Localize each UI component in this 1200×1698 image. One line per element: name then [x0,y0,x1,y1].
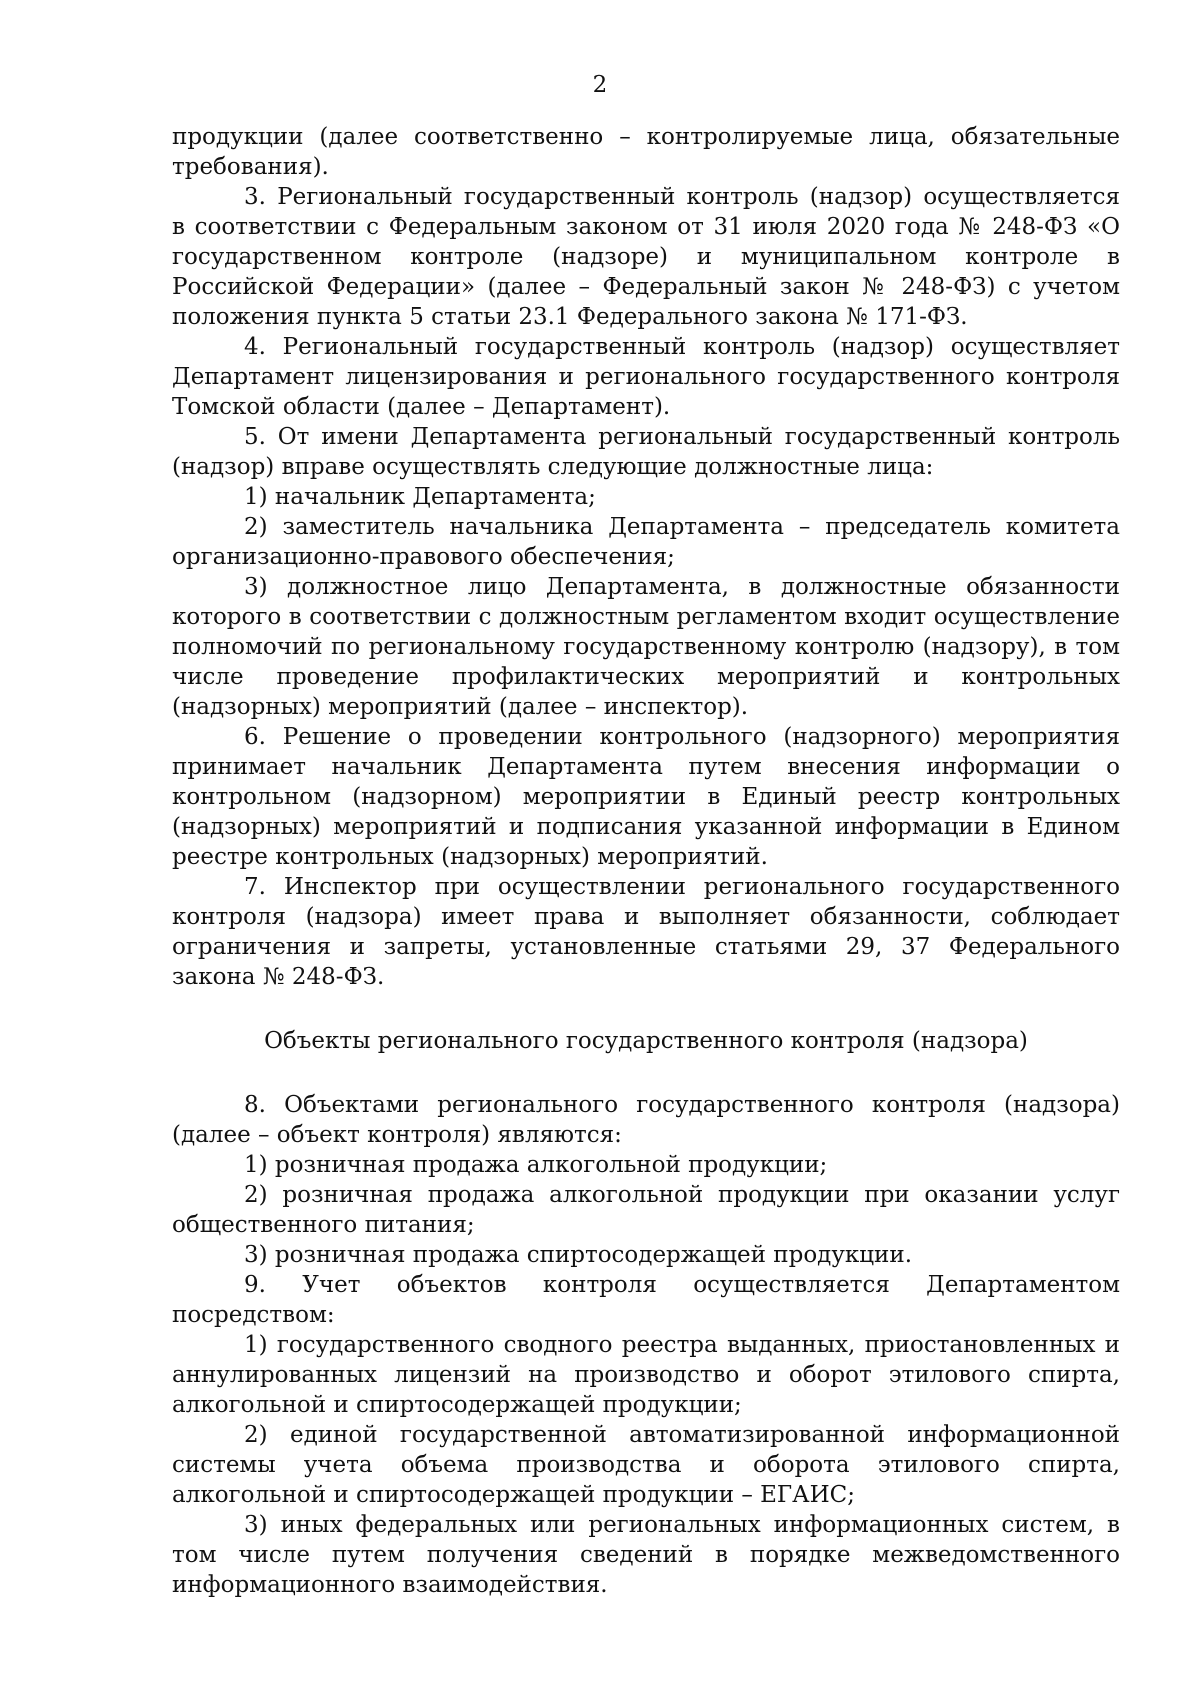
subitem-5-3: 3) должностное лицо Департамента, в должностные обязанности которого в соответствии с должностным регламентом входит осуществление полномочий по региональному государственному контролю (надзору), в том числе проведение профилактических мероприятий и контрольных (надзорных) мероприятий (далее – инспектор). [172,574,1120,720]
paragraph-item-3: 3. Региональный государственный контроль (надзор) осуществляется в соответствии с Федеральным законом от 31 июля 2020 года № 248-ФЗ «О государственном контроле (надзоре) и муниципальном контроле в Российской Федерации» (далее – Федеральный закон № 248-ФЗ) с учетом положения пункта 5 статьи 23.1 Федерального закона № 171-ФЗ. [172,184,1120,330]
paragraph-item-8: 8. Объектами регионального государственного контроля (надзора) (далее – объект контроля) являются: [172,1092,1120,1148]
subitem-8-2: 2) розничная продажа алкогольной продукции при оказании услуг общественного питания; [172,1182,1120,1238]
paragraph-item-4: 4. Региональный государственный контроль (надзор) осуществляет Департамент лицензирования и регионального государственного контроля Томской области (далее – Департамент). [172,334,1120,420]
subitem-9-1: 1) государственного сводного реестра выданных, приостановленных и аннулированных лицензий на производство и оборот этилового спирта, алкогольной и спиртосодержащей продукции; [172,1332,1120,1418]
section-heading: Объекты регионального государственного контроля (надзора) [264,1028,1028,1054]
subitem-8-3: 3) розничная продажа спиртосодержащей продукции. [244,1242,913,1268]
paragraph-item-7: 7. Инспектор при осуществлении регионального государственного контроля (надзора) имеет права и выполняет обязанности, соблюдает ограничения и запреты, установленные статьями 29, 37 Федерального закона № 248-ФЗ. [172,874,1120,990]
paragraph-item-6: 6. Решение о проведении контрольного (надзорного) мероприятия принимает начальник Департамента путем внесения информации о контрольном (надзорном) мероприятии в Единый реестр контрольных (надзорных) мероприятий и подписания указанной информации в Едином реестре контрольных (надзорных) мероприятий. [172,724,1120,870]
subitem-5-1: 1) начальник Департамента; [244,484,596,510]
paragraph-item-5: 5. От имени Департамента региональный государственный контроль (надзор) вправе осуществлять следующие должностные лица: [172,424,1120,480]
subitem-8-1: 1) розничная продажа алкогольной продукции; [244,1152,828,1178]
subitem-9-3: 3) иных федеральных или региональных информационных систем, в том числе путем получения сведений в порядке межведомственного информационного взаимодействия. [172,1512,1120,1598]
subitem-9-2: 2) единой государственной автоматизированной информационной системы учета объема производства и оборота этилового спирта, алкогольной и спиртосодержащей продукции – ЕГАИС; [172,1422,1120,1508]
document-body [172,122,1120,1600]
paragraph-item-9: 9. Учет объектов контроля осуществляется Департаментом посредством: [172,1272,1120,1328]
subitem-5-2: 2) заместитель начальника Департамента – председатель комитета организационно-правового обеспечения; [172,514,1120,570]
paragraph-continuation: продукции (далее соответственно – контролируемые лица, обязательные требования). [172,124,1120,180]
page-number: 2 [592,72,608,98]
